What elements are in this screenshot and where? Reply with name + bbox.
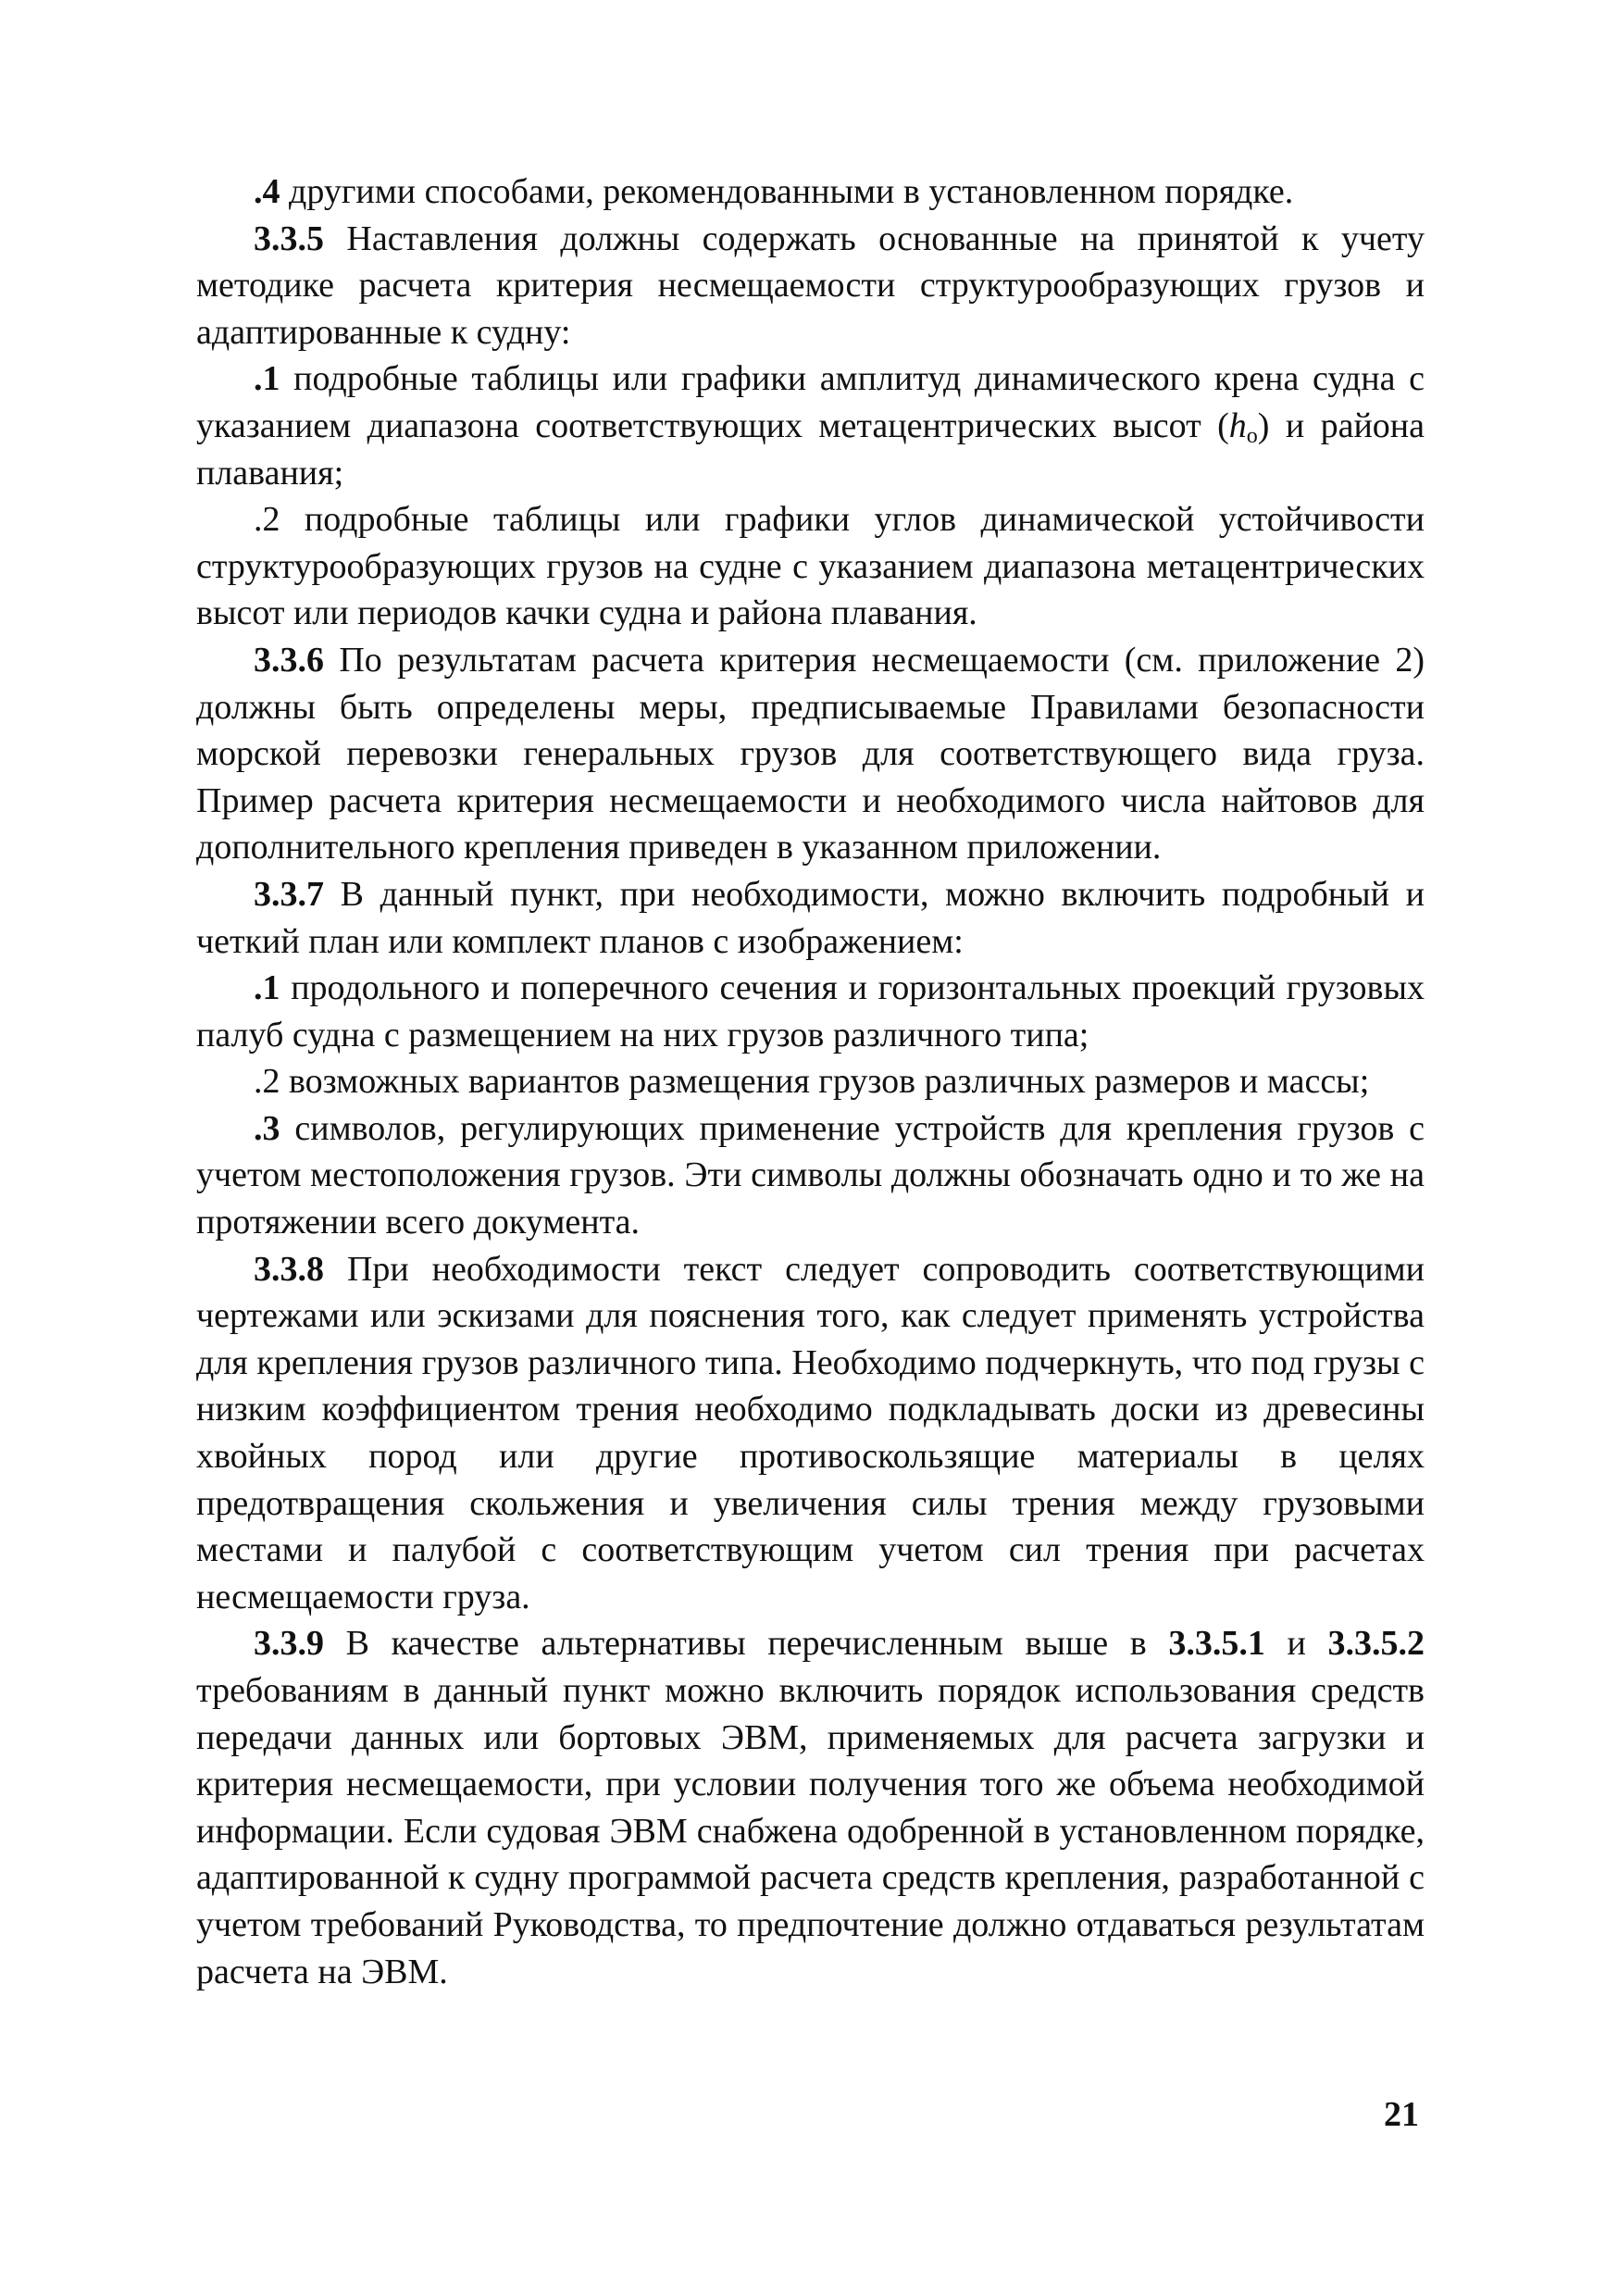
section-number: 3.3.7 xyxy=(254,874,324,914)
paragraph-text: подробные таблицы или графики амплитуд динамического крена судна с указанием диапазона соответствующих метацентрических высот ( xyxy=(196,359,1425,445)
paragraph-text: другими способами, рекомендованными в установленном порядке. xyxy=(280,172,1294,211)
paragraph-item-1 xyxy=(196,965,1425,1058)
item-number: .1 xyxy=(254,359,280,399)
paragraph-text: продольного и поперечного сечения и горизонтальных проекций грузовых палуб судна с размещением на них грузов различного типа; xyxy=(196,968,1425,1054)
item-number: .2 xyxy=(254,500,280,540)
section-number: 3.3.5 xyxy=(254,218,324,258)
paragraph-text: Наставления должны содержать основанные на принятой к учету методике расчета критерия несмещаемости структурообразующих грузов и адаптированные к судну: xyxy=(196,218,1425,352)
page-number: 21 xyxy=(1384,2095,1419,2134)
paragraph-text: символов, регулирующих применение устройств для крепления грузов с учетом местоположения грузов. Эти символы должны обозначать одно и то же на протяжении всего документа. xyxy=(196,1108,1425,1242)
body-text xyxy=(196,168,1425,1995)
paragraph-3-3-7 xyxy=(196,871,1425,965)
paragraph-3-3-8 xyxy=(196,1246,1425,1621)
paragraph-3-3-5 xyxy=(196,216,1425,356)
item-number: .3 xyxy=(254,1108,280,1148)
item-number: .4 xyxy=(254,172,280,211)
paragraph-item-2 xyxy=(196,496,1425,637)
paragraph-text: В качестве альтернативы перечисленным выше в xyxy=(324,1624,1169,1664)
symbol-subscript: о xyxy=(1246,423,1258,448)
cross-reference: 3.3.5.1 xyxy=(1168,1624,1265,1664)
section-number: 3.3.8 xyxy=(254,1249,324,1289)
paragraph-item-2 xyxy=(196,1058,1425,1105)
paragraph-3-3-9 xyxy=(196,1620,1425,1995)
paragraph-text: требованиям в данный пункт можно включить порядок использования средств передачи данных или бортовых ЭВМ, применяемых для расчета загрузки и критерия несмещаемости, при условии получения того же объема необходимой информации. Если судовая ЭВМ снабжена одобренной в установленном порядке, адаптированной к судну программой расчета средств крепления, разработанной с учетом требований Руководства, то предпочтение должно отдаваться результатам расчета на ЭВМ. xyxy=(196,1671,1425,1991)
metacentric-height-symbol: h xyxy=(1228,406,1247,445)
paragraph-text: По результатам расчета критерия несмещаемости (см. приложение 2) должны быть определены меры, предписываемые Правилами безопасности морской перевозки генеральных грузов для соответствующего вида груза. Пример расчета критерия несмещаемости и необходимого числа найтовов для дополнительного крепления приведен в указанном приложении. xyxy=(196,640,1425,867)
section-number: 3.3.9 xyxy=(254,1624,324,1664)
paragraph-text: При необходимости текст следует сопроводить соответствующими чертежами или эскизами для пояснения того, как следует применять устройства для крепления грузов различного типа. Необходимо подчеркнуть, что под грузы с низким коэффициентом трения необходимо подкладывать доски из древесины хвойных пород или другие противоскользящие материалы в целях предотвращения скольжения и увеличения силы трения между грузовыми местами и палубой с соответствующим учетом сил трения при расчетах несмещаемости груза. xyxy=(196,1249,1425,1616)
paragraph-item-1 xyxy=(196,356,1425,496)
paragraph-text: и xyxy=(1264,1624,1328,1664)
paragraph-text: подробные таблицы или графики углов динамической устойчивости структурообразующих грузов на судне с указанием диапазона метацентрических высот или периодов качки судна и района плавания. xyxy=(196,500,1425,633)
cross-reference: 3.3.5.2 xyxy=(1327,1624,1425,1664)
section-number: 3.3.6 xyxy=(254,640,324,680)
paragraph-3-3-6 xyxy=(196,637,1425,871)
paragraph-item-3 xyxy=(196,1105,1425,1246)
item-number: .2 xyxy=(254,1062,280,1102)
paragraph-text: ) и района плавания; xyxy=(196,406,1425,493)
paragraph-item-4 xyxy=(196,168,1425,216)
item-number: .1 xyxy=(254,968,280,1008)
paragraph-text: возможных вариантов размещения грузов различных размеров и массы; xyxy=(280,1062,1370,1102)
paragraph-text: В данный пункт, при необходимости, можно включить подробный и четкий план или комплект планов с изображением: xyxy=(196,874,1425,961)
